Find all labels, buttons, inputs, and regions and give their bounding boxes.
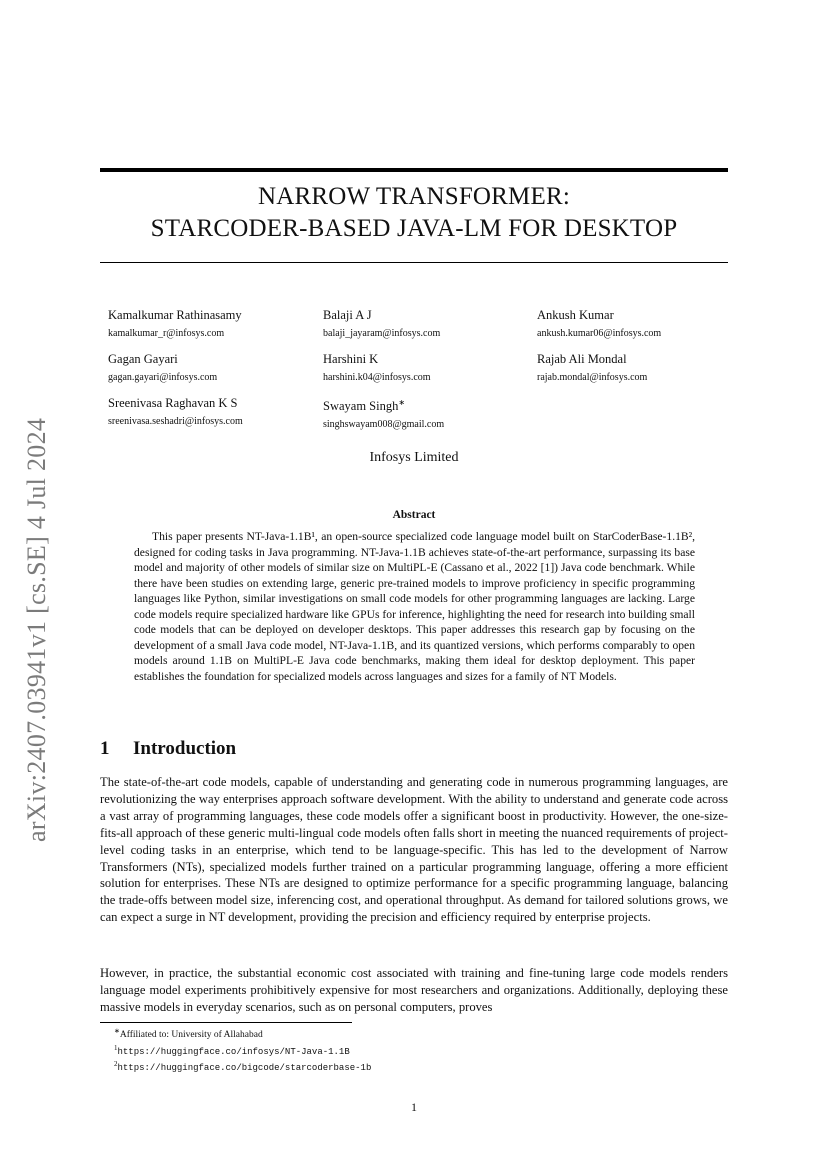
author-email[interactable]: kamalkumar_r@infosys.com — [108, 328, 225, 339]
page-number: 1 — [411, 1100, 417, 1114]
author-footnote-mark: ∗ — [398, 398, 406, 407]
footnote-mark: 1 — [114, 1043, 118, 1052]
author-entry — [108, 395, 318, 429]
author-entry — [537, 307, 747, 341]
author-name: Kamalkumar Rathinasamy — [108, 308, 242, 322]
footnote — [114, 1058, 371, 1075]
author-email[interactable]: ankush.kumar06@infosys.com — [537, 328, 662, 339]
author-name: Harshini K — [323, 352, 379, 366]
footnote-text: Affiliated to: University of Allahabad — [119, 1030, 263, 1041]
author-email[interactable]: rajab.mondal@infosys.com — [537, 372, 648, 383]
author-name — [323, 395, 533, 414]
abstract-text: This paper presents NT-Java-1.1B¹, an open-source specialized code language model built on StarCoderBase-1.1B², designed for coding tasks in Java programming. NT-Java-1.1B achieves state-of-the-art performance, surpassing its base model and majority of other models of similar size on MultiPL-E (Cassano et al., 2022 [1]) Java code benchmark. While there have been studies on extending large, generic pre-trained models to improve proficiency in specific programming languages like Python, similar investigations on small code models for other programming languages are lacking. Large code models require specialized hardware like GPUs for inference, highlighting the need for research into building small code models that can be deployed on developer desktops. This paper addresses this research gap by focusing on the development of a small Java code model, NT-Java-1.1B, and its quantized versions, which performs comparably to open models around 1.1B on MultiPL-E Java code benchmarks, making them ideal for desktop deployment. This paper establishes the foundation for specialized models across languages and sizes for a family of NT Models. — [134, 530, 695, 683]
author-name: Balaji A J — [323, 308, 372, 322]
footnote — [114, 1042, 371, 1059]
author-entry — [323, 351, 533, 385]
author-name-text: Swayam Singh — [323, 399, 399, 414]
affiliation: Infosys Limited — [369, 450, 459, 465]
title-top-rule — [100, 168, 728, 172]
author-email[interactable]: balaji_jayaram@infosys.com — [323, 328, 441, 339]
section-title: Introduction — [133, 738, 237, 759]
footnote-mark: 2 — [114, 1060, 118, 1069]
footnote-link[interactable]: https://huggingface.co/infosys/NT-Java-1.1B — [117, 1046, 350, 1057]
title-bottom-rule — [100, 262, 728, 263]
author-name: Gagan Gayari — [108, 352, 178, 366]
author-entry — [108, 307, 318, 341]
title-line-2: STARCODER-BASED JAVA-LM FOR DESKTOP — [150, 215, 678, 242]
footnote-mark: ∗ — [114, 1027, 120, 1035]
section-heading — [100, 738, 236, 760]
footnote — [114, 1025, 371, 1042]
author-entry — [108, 351, 318, 385]
author-name: Rajab Ali Mondal — [537, 352, 627, 366]
author-email[interactable]: singhswayam008@gmail.com — [323, 419, 445, 431]
title-line-1: NARROW TRANSFORMER: — [258, 183, 570, 210]
footnote-link[interactable]: https://huggingface.co/bigcode/starcoderbase-1b — [117, 1063, 372, 1074]
author-email[interactable]: harshini.k04@infosys.com — [323, 372, 431, 383]
arxiv-identifier-stamp: arXiv:2407.03941v1 [cs.SE] 4 Jul 2024 — [22, 417, 51, 842]
author-entry — [323, 395, 533, 432]
author-name: Ankush Kumar — [537, 308, 614, 322]
body-paragraph: However, in practice, the substantial economic cost associated with training and fine-tuning large code models renders language model experiments prohibitively expensive for most researchers and organizations. Additionally, deploying these massive models in everyday scenarios, such as on personal computers, proves — [100, 966, 728, 1014]
body-paragraph: The state-of-the-art code models, capable of understanding and generating code in numerous programming languages, are revolutionizing the way enterprises approach software development. With the ability to understand and generate code across a vast array of programming languages, these code models offer a significant boost in productivity. However, the one-size-fits-all approach of these generic multi-lingual code models often falls short in meeting the nuanced requirements of project-level coding tasks in an enterprise, which tend to be language-specific. This has led to the development of Narrow Transformers (NTs), specialized models further trained on a particular programming language, offering a more efficient solution for enterprises. These NTs are designed to optimize performance for a specific programming language, balancing the trade-offs between model size, inferencing cost, and operational throughput. As demand for tailored solutions grows, we can expect a surge in NT development, providing the precision and efficiency required by enterprise projects. — [100, 775, 728, 925]
author-email[interactable]: sreenivasa.seshadri@infosys.com — [108, 416, 243, 427]
author-entry — [537, 351, 747, 385]
author-entry — [323, 307, 533, 341]
abstract-heading: Abstract — [392, 509, 436, 521]
footnote-rule — [100, 1022, 352, 1023]
author-email[interactable]: gagan.gayari@infosys.com — [108, 372, 218, 383]
footnotes — [114, 1025, 371, 1075]
section-number: 1 — [100, 738, 110, 759]
paper-title — [100, 181, 728, 245]
author-name: Sreenivasa Raghavan K S — [108, 396, 238, 410]
